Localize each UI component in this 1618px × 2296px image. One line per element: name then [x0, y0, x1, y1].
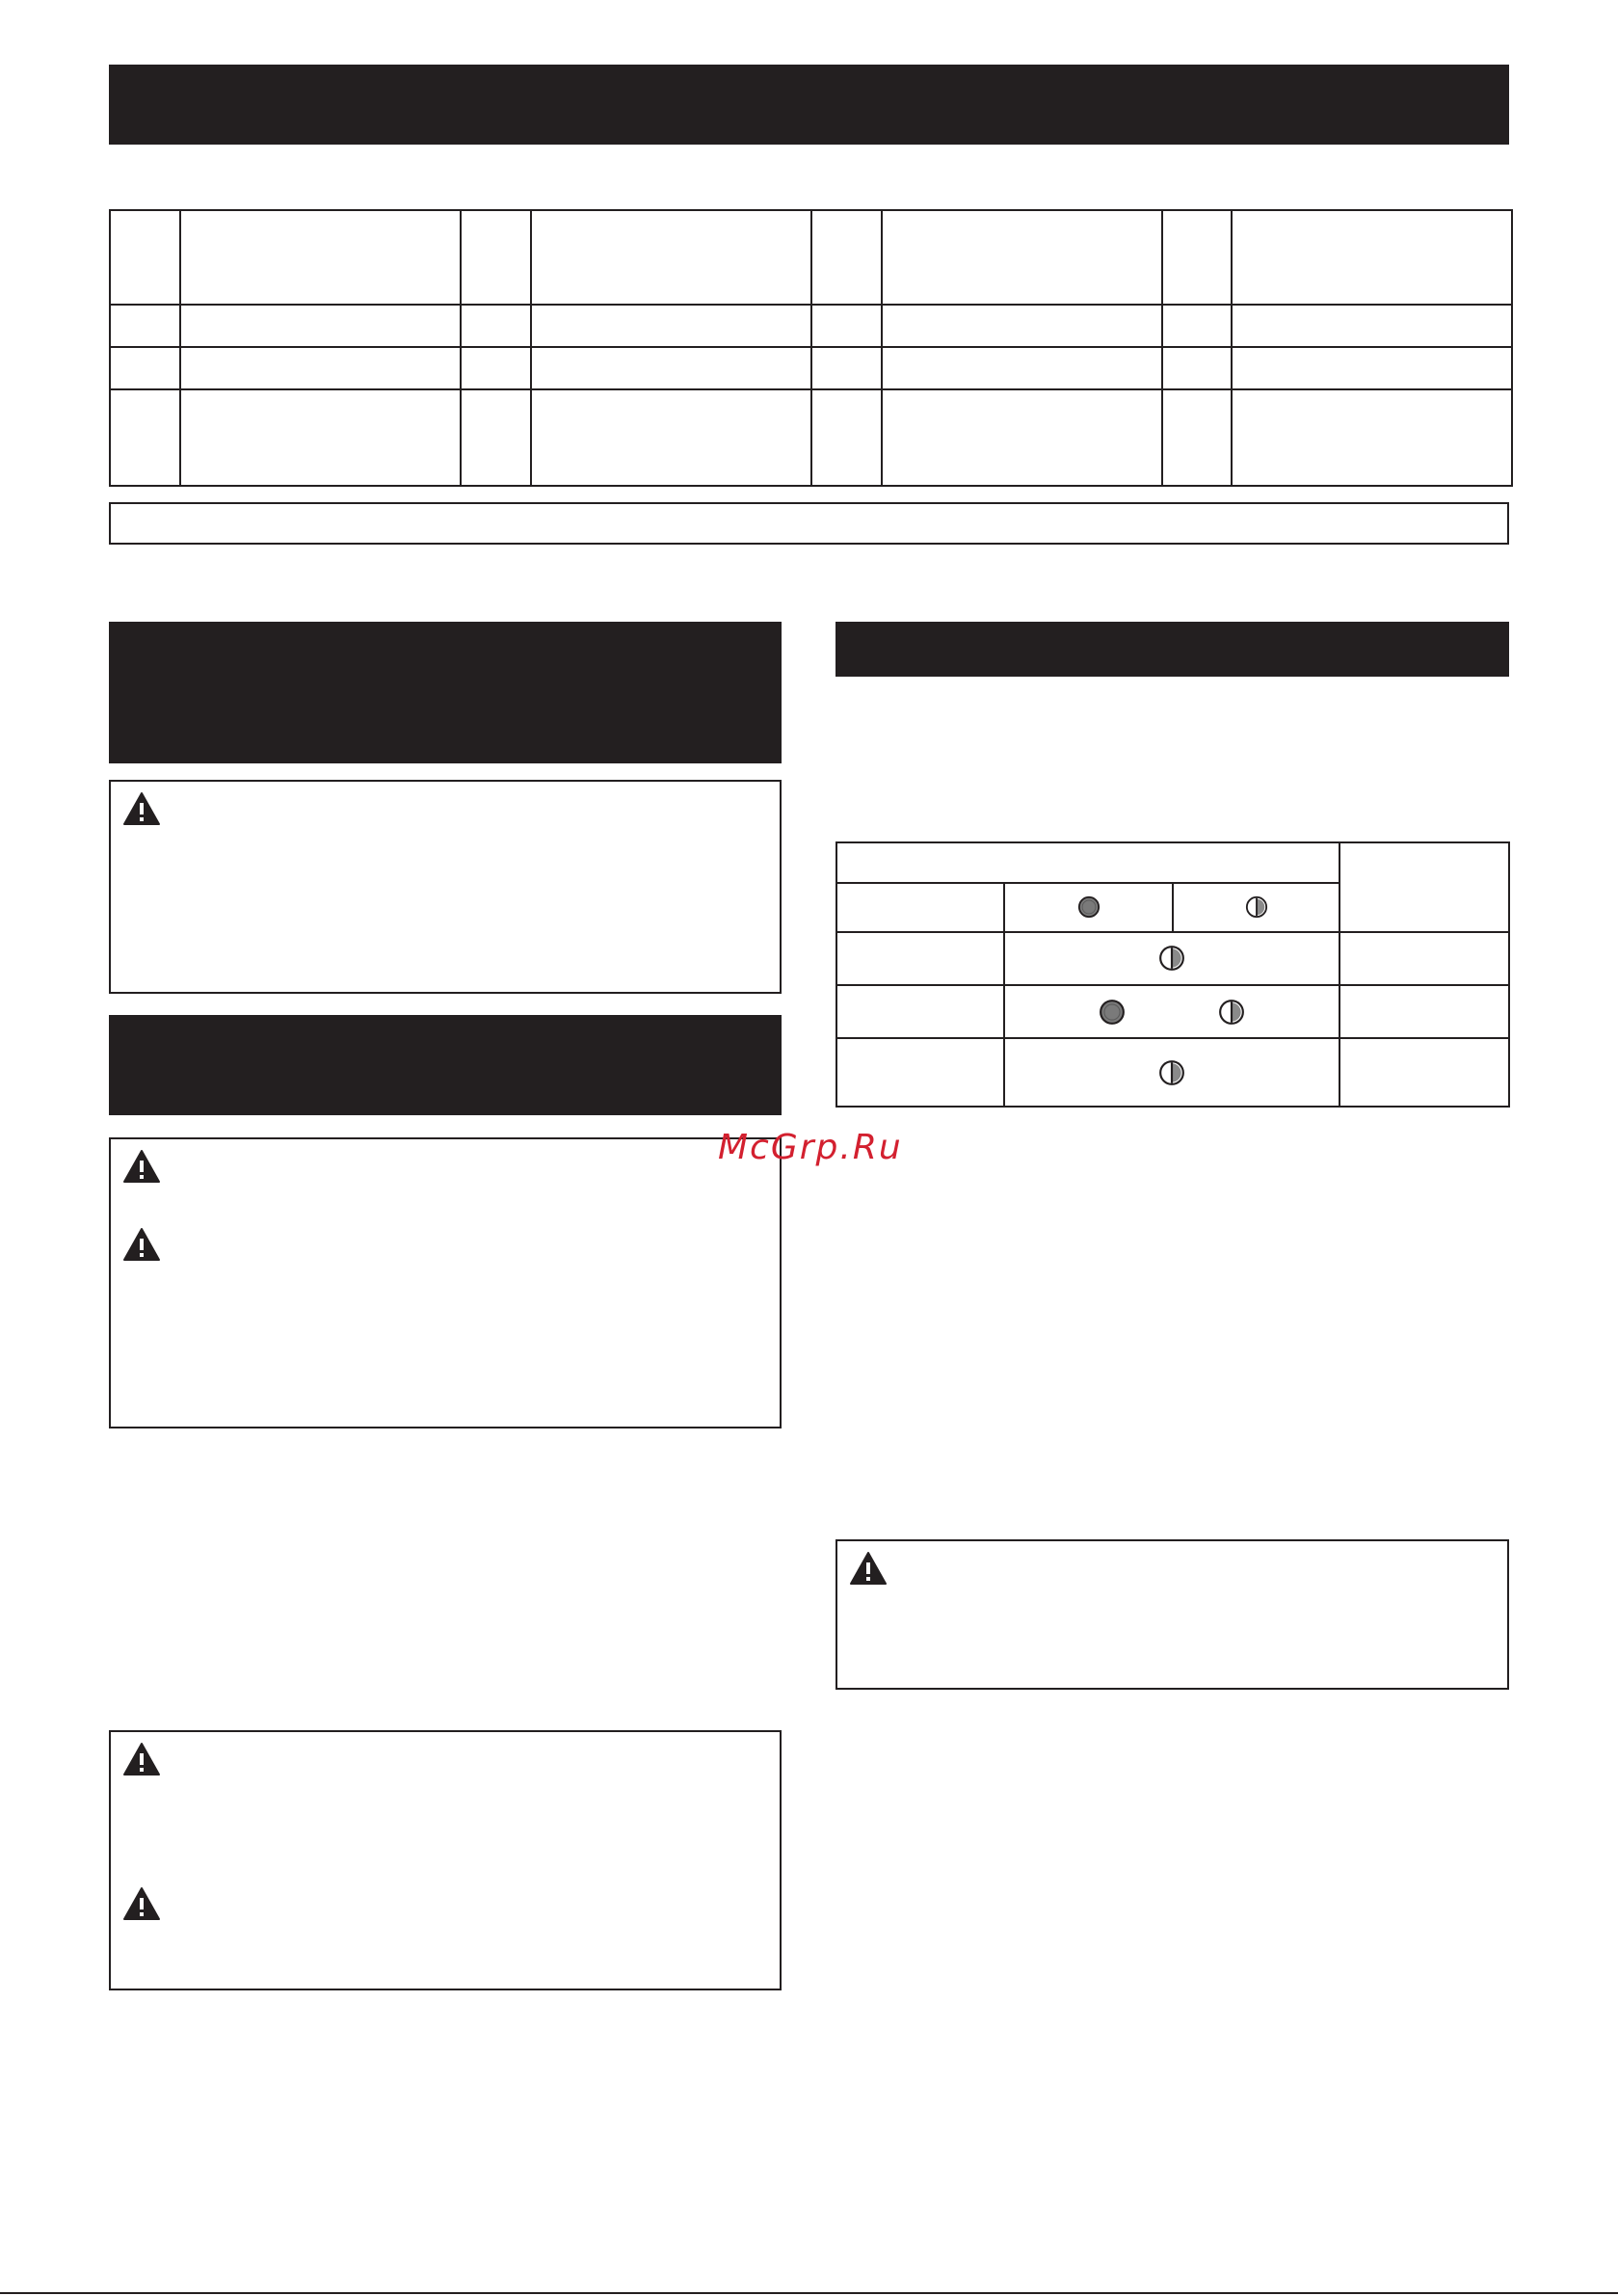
- table-row: [110, 210, 1512, 305]
- table-cell: [110, 389, 180, 486]
- table-row: [836, 1038, 1509, 1107]
- parts-list-table: [109, 209, 1513, 487]
- table-cell: [882, 347, 1162, 389]
- table-cell: [1004, 985, 1339, 1038]
- table-header-cell: [836, 883, 1004, 931]
- table-cell: [1004, 1038, 1339, 1107]
- left-section-banner-2: [109, 1015, 782, 1115]
- table-row: [836, 932, 1509, 985]
- table-row: [110, 347, 1512, 389]
- table-cell: [811, 347, 882, 389]
- table-cell: [461, 305, 531, 347]
- caution-box-3: [109, 1730, 782, 1990]
- table-cell: [1162, 210, 1232, 305]
- table-cell: [531, 210, 811, 305]
- right-section-banner: [836, 622, 1509, 677]
- table-row: [110, 389, 1512, 486]
- warning-triangle-icon: [122, 1149, 161, 1184]
- table-cell: [1162, 347, 1232, 389]
- table-cell: [180, 210, 461, 305]
- table-cell: [836, 985, 1004, 1038]
- warning-triangle-icon: [122, 1227, 161, 1262]
- table-header-cell: [1173, 883, 1339, 931]
- table-cell: [110, 210, 180, 305]
- table-cell: [1162, 389, 1232, 486]
- table-cell: [811, 305, 882, 347]
- table-cell: [882, 305, 1162, 347]
- table-cell: [1004, 932, 1339, 985]
- warning-triangle-icon: [122, 791, 161, 826]
- lamp-blinking-icon: [1158, 1059, 1185, 1086]
- caution-box-4: [836, 1539, 1509, 1690]
- watermark-text: McGrp.Ru: [718, 1128, 903, 1167]
- page-bottom-rule: [0, 2292, 1618, 2294]
- table-cell: [531, 347, 811, 389]
- table-cell: [110, 347, 180, 389]
- table-cell: [1232, 305, 1512, 347]
- table-cell: [461, 389, 531, 486]
- warning-triangle-icon: [849, 1551, 888, 1586]
- table-cell: [1339, 932, 1509, 985]
- table-row: [836, 842, 1509, 883]
- table-cell: [180, 347, 461, 389]
- lamp-blinking-icon: [1218, 999, 1245, 1026]
- table-cell: [882, 210, 1162, 305]
- table-header-cell: [1339, 842, 1509, 932]
- caution-box-1: [109, 780, 782, 994]
- lamp-lit-icon: [1099, 999, 1126, 1026]
- table-header-cell: [836, 842, 1339, 883]
- table-cell: [882, 389, 1162, 486]
- table-cell: [180, 305, 461, 347]
- warning-triangle-icon: [122, 1742, 161, 1776]
- table-cell: [110, 305, 180, 347]
- table-cell: [1339, 1038, 1509, 1107]
- lamp-blinking-icon: [1245, 895, 1268, 919]
- table-cell: [1232, 347, 1512, 389]
- table-cell: [531, 305, 811, 347]
- warning-triangle-icon: [122, 1886, 161, 1921]
- lamp-blinking-icon: [1158, 945, 1185, 972]
- table-cell: [836, 1038, 1004, 1107]
- table-cell: [1339, 985, 1509, 1038]
- table-cell: [461, 210, 531, 305]
- table-cell: [811, 389, 882, 486]
- table-row: [836, 985, 1509, 1038]
- top-section-banner: [109, 65, 1509, 145]
- table-header-cell: [1004, 883, 1173, 931]
- left-section-banner-1: [109, 622, 782, 763]
- caution-box-2: [109, 1137, 782, 1428]
- table-cell: [531, 389, 811, 486]
- table-cell: [836, 932, 1004, 985]
- table-note-box: [109, 502, 1509, 545]
- table-cell: [461, 347, 531, 389]
- battery-indicator-table: [836, 841, 1510, 1108]
- table-cell: [811, 210, 882, 305]
- table-cell: [180, 389, 461, 486]
- table-cell: [1162, 305, 1232, 347]
- table-row: [110, 305, 1512, 347]
- table-cell: [1232, 389, 1512, 486]
- lamp-lit-icon: [1077, 895, 1101, 919]
- table-cell: [1232, 210, 1512, 305]
